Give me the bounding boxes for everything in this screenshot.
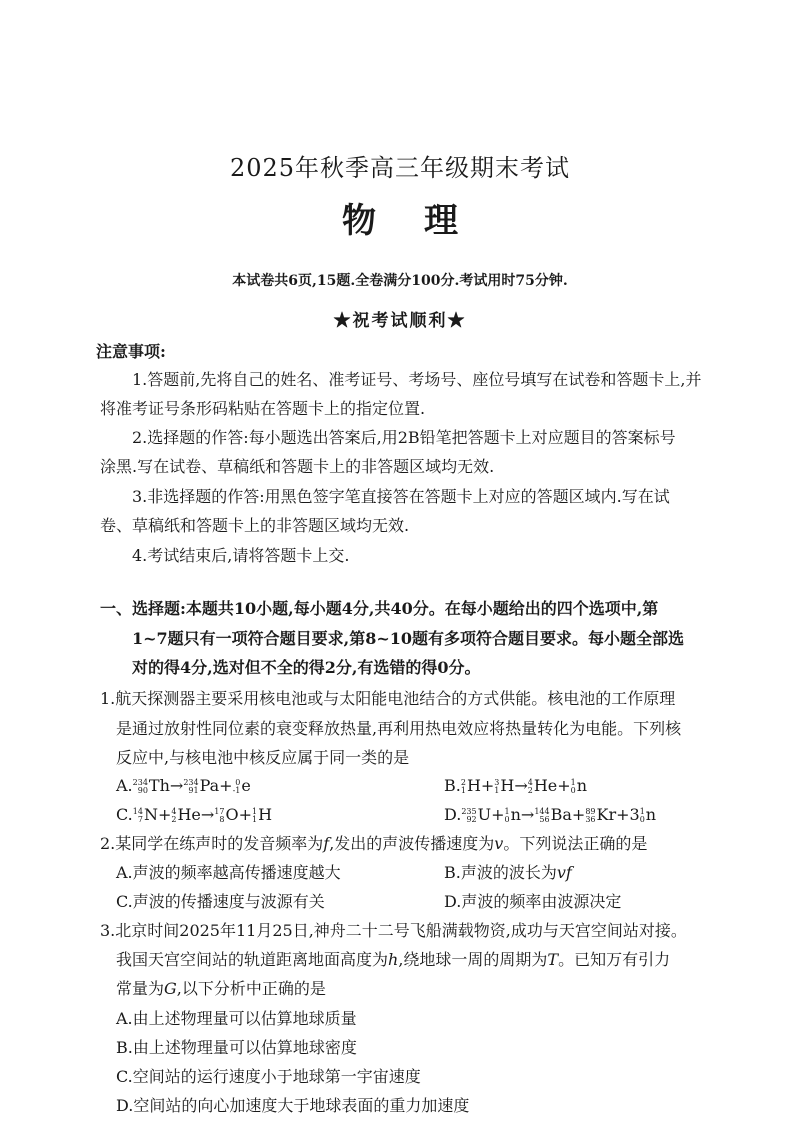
q1-option-d: D. 235 92 U+ 1 0 n→ 144 56 Ba+ 89 36 Kr+3 1 0 n	[444, 805, 657, 824]
q1-option-a: A. 234 90 Th→ 234 91 Pa+ 0 -1 e	[116, 776, 251, 795]
q3-option-c: C.空间站的运行速度小于地球第一宇宙速度	[116, 1067, 421, 1086]
notice-line: 2.选择题的作答:每小题选出答案后,用2B铅笔把答题卡上对应题目的答案标号	[132, 428, 676, 447]
q3-stem: 常量为G,以下分析中正确的是	[116, 979, 326, 998]
notice-line: 1.答题前,先将自己的姓名、准考证号、考场号、座位号填写在试卷和答题卡上,并	[132, 370, 702, 389]
q3-option-a: A.由上述物理量可以估算地球质量	[116, 1009, 357, 1028]
notice-line: 卷、草稿纸和答题卡上的非答题区域均无效.	[100, 516, 410, 535]
q3-option-d: D.空间站的向心加速度大于地球表面的重力加速度	[116, 1096, 470, 1115]
q3-option-b: B.由上述物理量可以估算地球密度	[116, 1038, 357, 1057]
notice-heading: 注意事项:	[96, 342, 166, 361]
notice-line: 4.考试结束后,请将答题卡上交.	[132, 546, 350, 565]
subject-title	[0, 193, 800, 242]
q1-stem: 1.航天探测器主要采用核电池或与太阳能电池结合的方式供能。核电池的工作原理	[100, 689, 676, 708]
q3-stem: 3.北京时间2025年11月25日,神舟二十二号飞船满载物资,成功与天宫空间站对接。	[100, 921, 687, 940]
q1-option-b: B. 2 1 H+ 3 1 H→ 4 2 He+ 1 0 n	[444, 776, 588, 795]
q2-option-b: B.声波的波长为vf	[444, 863, 572, 882]
section-instructions: 对的得4分,选对但不全的得2分,有选错的得0分。	[132, 658, 481, 677]
q3-stem: 我国天宫空间站的轨道距离地面高度为h,绕地球一周的周期为T。已知万有引力	[116, 950, 671, 969]
good-luck-banner: ★祝考试顺利★	[333, 311, 467, 331]
exam-info: 本试卷共6页,15题.全卷满分100分.考试用时75分钟.	[232, 273, 568, 289]
q2-option-a: A.声波的频率越高传播速度越大	[116, 863, 341, 882]
subject-char-1: 物	[342, 201, 376, 241]
q1-stem: 是通过放射性同位素的衰变释放热量,再利用热电效应将热量转化为电能。下列核	[116, 719, 682, 738]
section-instructions: 1~7题只有一项符合题目要求,第8~10题有多项符合题目要求。每小题全部选	[132, 629, 685, 648]
q1-stem: 反应中,与核电池中核反应属于同一类的是	[116, 748, 410, 767]
section-heading: 一、选择题:本题共10小题,每小题4分,共40分。在每小题给出的四个选项中,第	[100, 599, 659, 618]
notice-line: 涂黑.写在试卷、草稿纸和答题卡上的非答题区域均无效.	[100, 457, 495, 476]
q2-option-d: D.声波的频率由波源决定	[444, 892, 622, 911]
subject-char-2: 理	[424, 201, 458, 241]
q2-option-c: C.声波的传播速度与波源有关	[116, 892, 325, 911]
q1-option-c: C. 14 7 N+ 4 2 He→ 17 8 O+ 1 1 H	[116, 805, 273, 824]
notice-line: 将准考证号条形码粘贴在答题卡上的指定位置.	[100, 399, 426, 418]
q2-stem: 2.某同学在练声时的发音频率为f,发出的声波传播速度为v。下列说法正确的是	[100, 834, 648, 853]
notice-line: 3.非选择题的作答:用黑色签字笔直接答在答题卡上对应的答题区域内.写在试	[132, 487, 670, 506]
exam-title: 2025年秋季高三年级期末考试	[229, 154, 571, 182]
